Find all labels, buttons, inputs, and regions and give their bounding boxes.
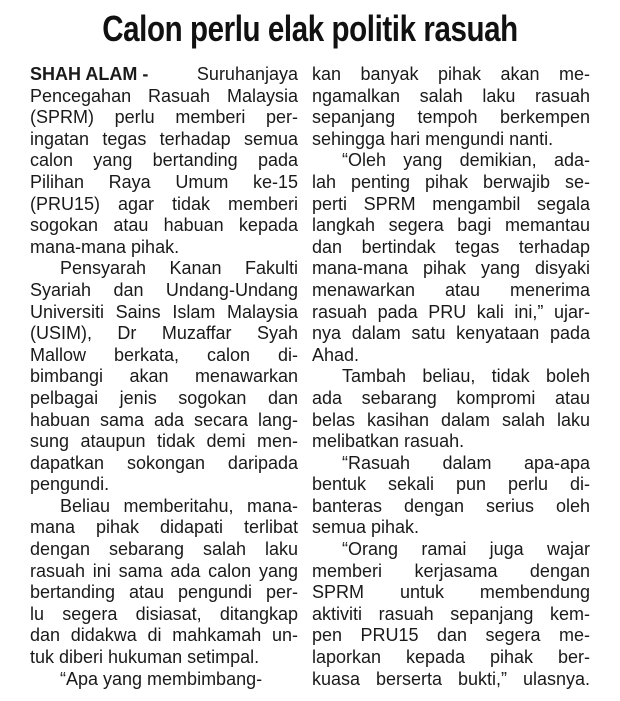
article-line: Pilihan Raya Umum ke-15 [30, 171, 298, 192]
article-line: SPRM untuk membendung [312, 582, 590, 603]
article-line: dengan sebarang salah laku [30, 539, 298, 560]
article-line: semua pihak. [312, 517, 420, 538]
article-line: “Apa yang membimbang- [60, 668, 263, 689]
article-line [30, 64, 298, 86]
article-line: (PRU15) agar tidak memberi [30, 193, 298, 214]
article-line: dapatkan sokongan daripada [30, 452, 298, 473]
article-line: rasuah ini sama ada calon yang [30, 560, 298, 581]
article-line: habuan sama ada secara lang- [30, 409, 298, 430]
article-line: mana-mana pihak. [30, 236, 180, 257]
article-paragraph [312, 150, 590, 366]
article-line: Mallow berkata, calon di- [30, 344, 298, 365]
article-line: memberi kerjasama dengan [312, 560, 590, 581]
article-line: menawarkan atau menerima [312, 279, 590, 300]
article-column-left [30, 64, 298, 690]
article-line: laporkan kepada pihak ber- [312, 647, 590, 668]
article-line: Pensyarah Kanan Fakulti [60, 258, 298, 279]
article-line: lah penting pihak berwajib se- [312, 171, 590, 192]
article-line: perti SPRM mengambil segala [312, 193, 590, 214]
article-line: melibatkan rasuah. [312, 431, 465, 452]
article-line: Ahad. [312, 344, 360, 365]
article-line: Pencegahan Rasuah Malaysia [30, 85, 298, 106]
article-line: “Oleh yang demikian, ada- [342, 150, 590, 171]
article-line: bertanding atau pengundi per- [30, 582, 298, 603]
article-column-right [312, 64, 590, 690]
article-line: “Rasuah dalam apa-apa [342, 452, 590, 473]
article-line: Beliau memberitahu, mana- [60, 495, 298, 516]
article-line: rasuah pada PRU kali ini,” ujar- [312, 301, 590, 322]
article-line: banteras dengan serius oleh [312, 495, 590, 516]
article-line: sepanjang tempoh berkempen [312, 107, 590, 128]
article-line: belas kasihan dalam salah laku [312, 409, 590, 430]
article-line: ngamalkan salah laku rasuah [312, 85, 590, 106]
headline: Calon perlu elak politik rasuah [102, 8, 518, 49]
article-line: (USIM), Dr Muzaffar Syah [30, 323, 298, 344]
article-paragraph [30, 669, 298, 691]
article-line: kuasa berserta bukti,” ulasnya. [312, 668, 590, 689]
article-line: (SPRM) perlu memberi per- [30, 107, 298, 128]
article-line: ingatan tegas terhadap semua [30, 128, 298, 149]
article-line: ada sebarang kompromi atau [312, 387, 590, 408]
article-line: calon yang bertanding pada [30, 150, 298, 171]
article-line: tuk diberi hukuman setimpal. [30, 647, 260, 668]
article-paragraph [30, 258, 298, 496]
article-paragraph [312, 453, 590, 539]
dateline: SHAH ALAM - [30, 64, 149, 84]
article-paragraph [312, 539, 590, 690]
article-paragraph [30, 496, 298, 669]
article-line: mana pihak didapati terlibat [30, 517, 298, 538]
article-line: dan didakwa di mahkamah un- [30, 625, 298, 646]
article-line: pelbagai jenis sogokan dan [30, 387, 298, 408]
article-line: bimbangi akan menawarkan [30, 366, 298, 387]
article-line-text: Suruhanjaya [196, 64, 298, 84]
article-line: aktiviti rasuah sepanjang kem- [312, 603, 590, 624]
article-paragraph [30, 64, 298, 258]
article-line: Universiti Sains Islam Malaysia [30, 301, 298, 322]
article-line: “Orang ramai juga wajar [342, 539, 590, 560]
article-line: pen PRU15 dan segera me- [312, 625, 590, 646]
article-line: mana-mana pihak yang disyaki [312, 258, 590, 279]
article-line: Syariah dan Undang-Undang [30, 279, 298, 300]
article-line: sehingga hari mengundi nanti. [312, 128, 554, 149]
article-line: Tambah beliau, tidak boleh [342, 366, 590, 387]
article-line: kan banyak pihak akan me- [312, 64, 590, 84]
article-line: sogokan atau habuan kepada [30, 215, 298, 236]
article-line: pengundi. [30, 474, 110, 495]
article-paragraph [312, 64, 590, 150]
article-line: sung ataupun tidak demi men- [30, 431, 298, 452]
article-line: dan bertindak tegas terhadap [312, 236, 590, 257]
article-line: nya dalam satu kenyataan pada [312, 323, 590, 344]
article-paragraph [312, 366, 590, 452]
article-line: langkah segera bagi memantau [312, 215, 590, 236]
article-line: bentuk sekali pun perlu di- [312, 474, 590, 495]
article-line: lu segera disiasat, ditangkap [30, 603, 298, 624]
